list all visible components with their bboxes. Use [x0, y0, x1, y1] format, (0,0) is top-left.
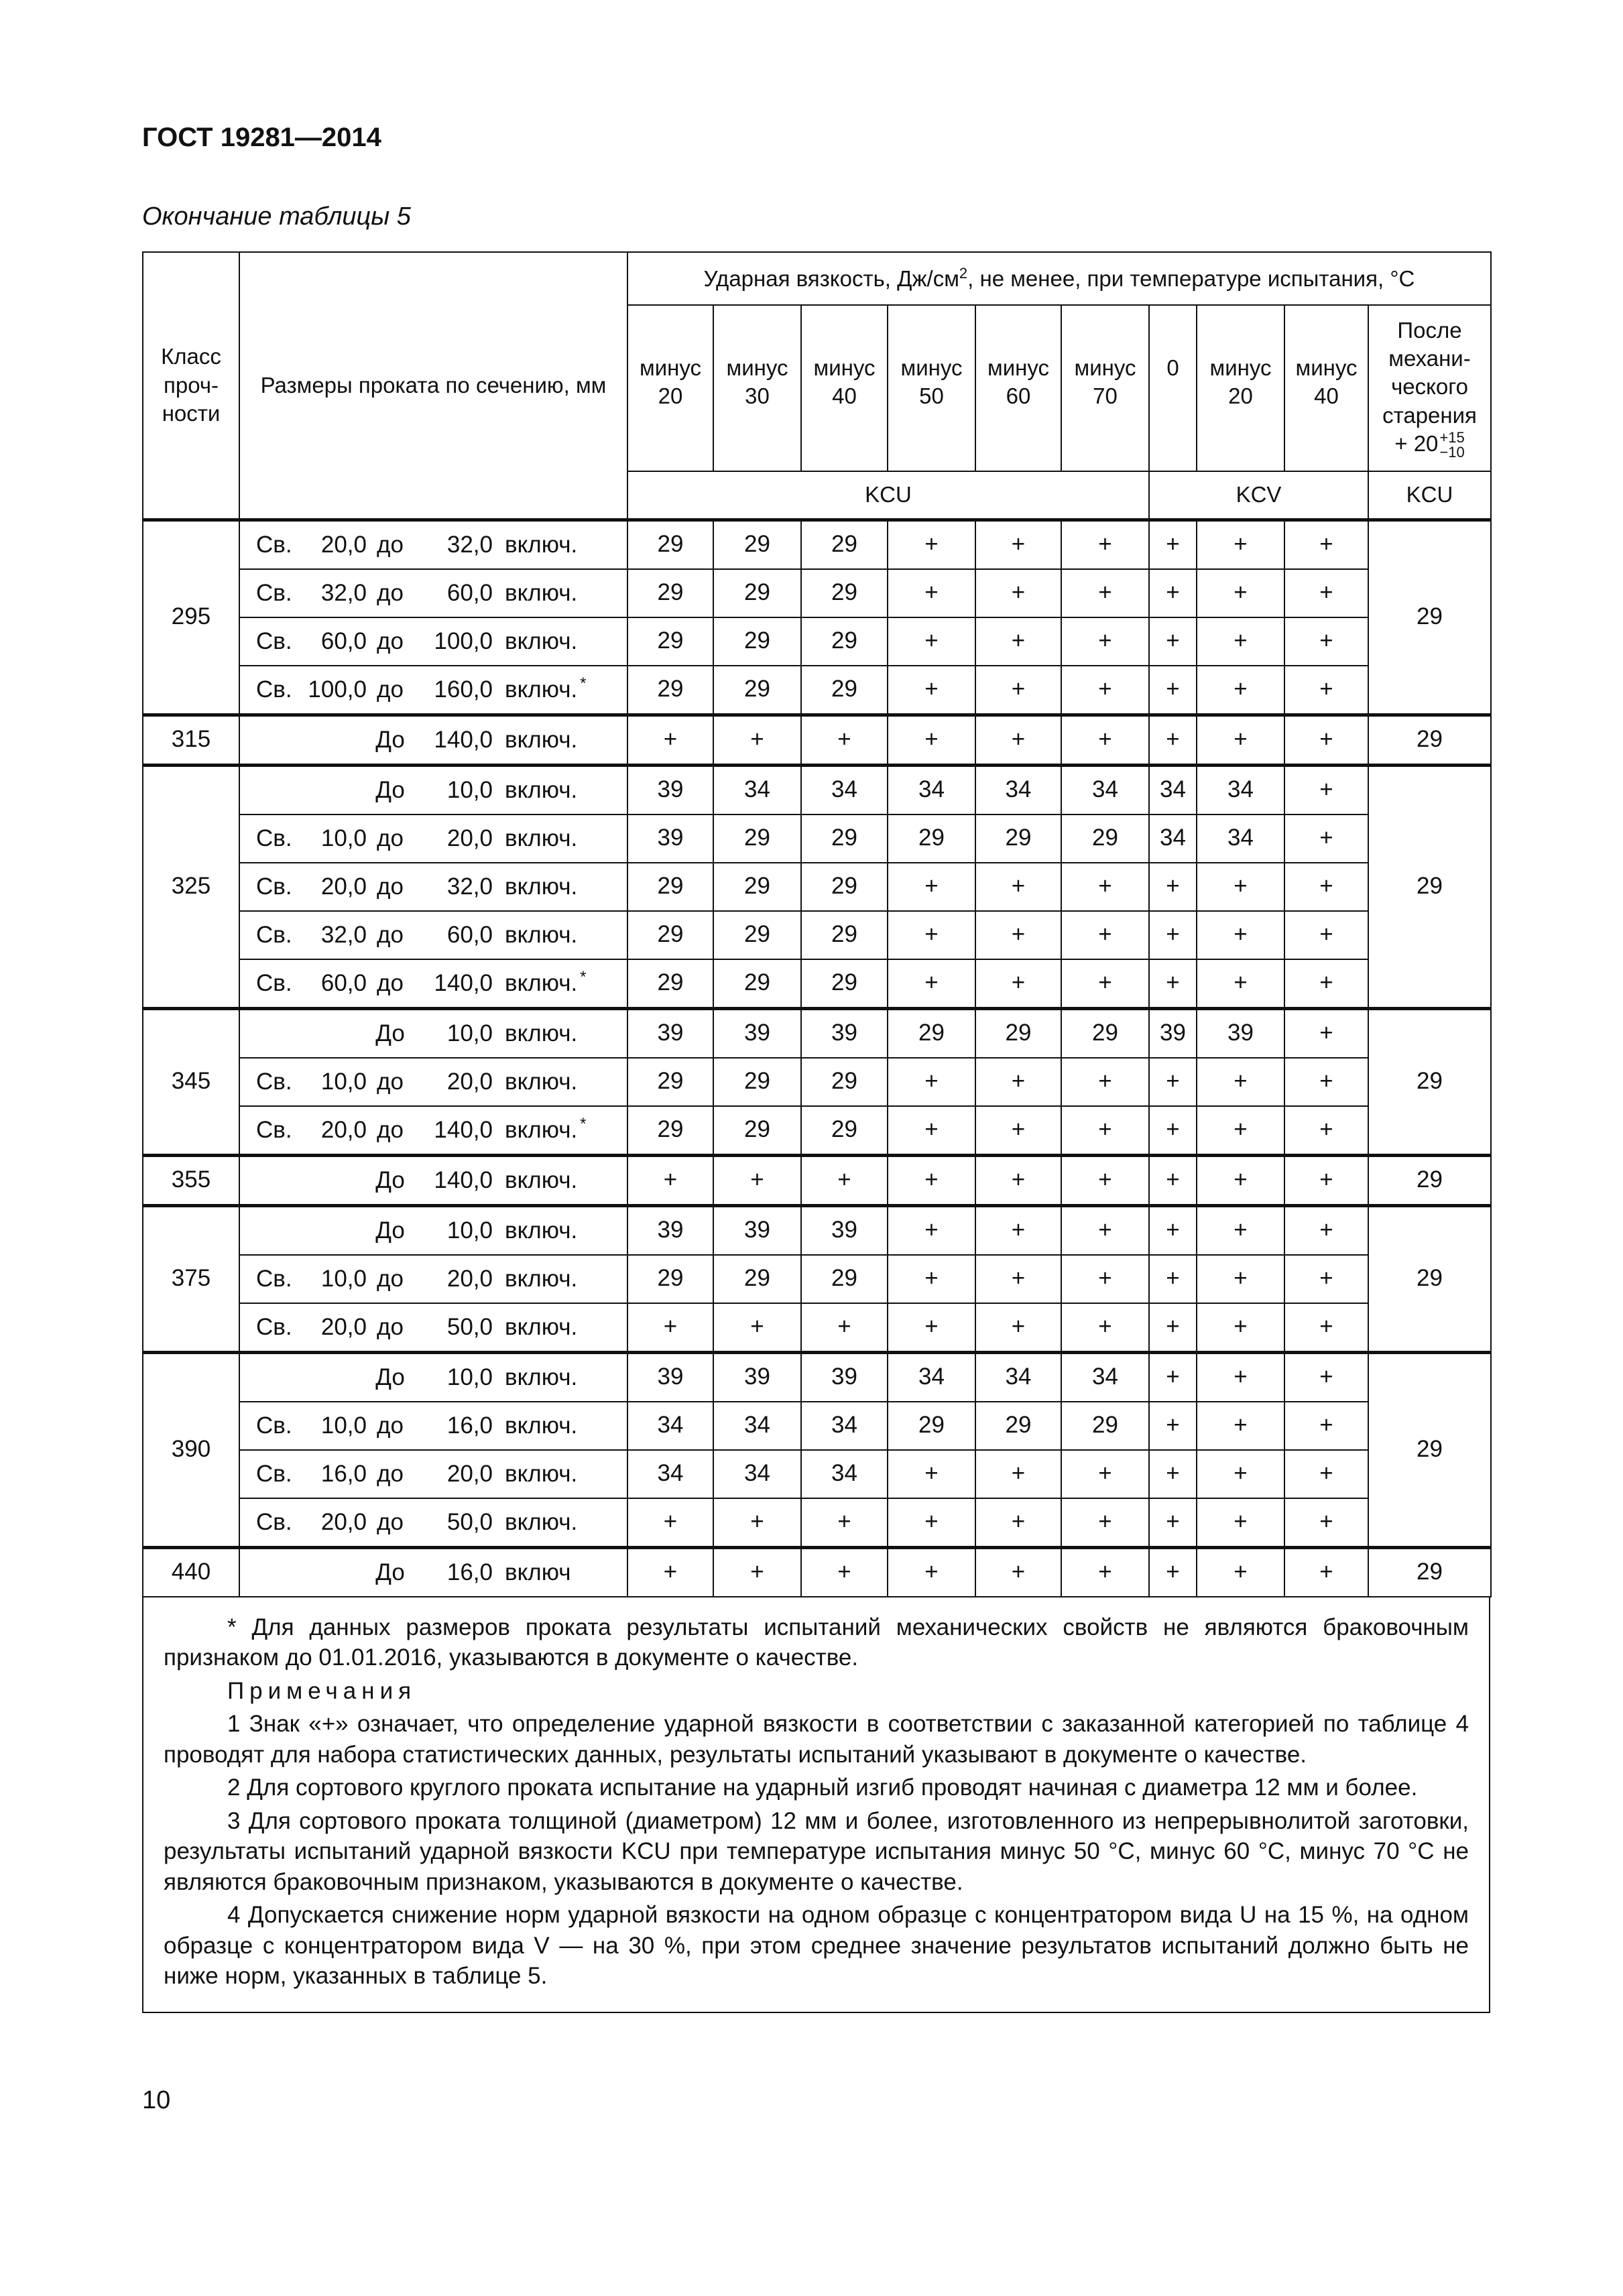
value-cell: + [888, 1303, 975, 1353]
value-cell: + [801, 1155, 888, 1205]
table-row [143, 911, 1491, 959]
value-cell: + [1149, 1155, 1197, 1205]
value-cell: + [1149, 1303, 1197, 1353]
value-cell: + [627, 1155, 713, 1205]
table-row [143, 1205, 1491, 1255]
value-cell: + [627, 1498, 713, 1548]
aging-value-cell: 29 [1368, 765, 1491, 1008]
value-cell: + [1197, 1155, 1284, 1205]
value-cell: 34 [713, 765, 801, 814]
value-cell: + [975, 911, 1061, 959]
value-cell: + [1197, 1303, 1284, 1353]
value-cell: + [1284, 863, 1368, 911]
impact-toughness-table [142, 251, 1492, 1597]
value-cell: 39 [713, 1008, 801, 1058]
table-row [143, 814, 1491, 863]
value-cell: 34 [1061, 1352, 1149, 1402]
value-cell: + [1061, 1303, 1149, 1353]
value-cell: 34 [713, 1450, 801, 1498]
header-impact: Ударная вязкость, $Дж/см^2$, не менее, при температуре испытания, °С [627, 252, 1491, 305]
aging-value-cell: 29 [1368, 1155, 1491, 1205]
strength-class-cell: 325 [143, 765, 239, 1008]
value-cell: + [1284, 814, 1368, 863]
value-cell: 39 [1197, 1008, 1284, 1058]
value-cell: + [975, 520, 1061, 569]
table-row [143, 959, 1491, 1009]
value-cell: + [975, 1205, 1061, 1255]
value-cell: + [801, 1547, 888, 1597]
value-cell: + [975, 863, 1061, 911]
value-cell: 34 [1061, 765, 1149, 814]
value-cell: + [1284, 959, 1368, 1009]
value-cell: + [1284, 1155, 1368, 1205]
size-range-cell: Св. 20,0 до 50,0 включ. [239, 1303, 627, 1353]
value-cell: + [713, 1155, 801, 1205]
value-cell: + [888, 1205, 975, 1255]
value-cell: + [975, 715, 1061, 765]
value-cell: + [1061, 1106, 1149, 1156]
value-cell: + [975, 1450, 1061, 1498]
strength-class-cell: 375 [143, 1205, 239, 1352]
value-cell: 29 [975, 1402, 1061, 1450]
value-cell: + [975, 666, 1061, 715]
value-cell: 29 [801, 959, 888, 1009]
size-range-cell: До 10,0 включ. [239, 1205, 627, 1255]
value-cell: + [1284, 1352, 1368, 1402]
value-cell: + [1149, 569, 1197, 617]
value-cell: + [1149, 1106, 1197, 1156]
value-cell: + [1197, 1547, 1284, 1597]
page-number: 10 [142, 2086, 171, 2114]
table-row [143, 1450, 1491, 1498]
value-cell: 29 [713, 617, 801, 666]
size-range-cell: До 10,0 включ. [239, 765, 627, 814]
value-cell: + [1284, 911, 1368, 959]
value-cell: 34 [627, 1402, 713, 1450]
value-cell: + [1197, 911, 1284, 959]
header-temperature: минус 50 [888, 305, 975, 471]
note-item: 4 Допускается снижение норм ударной вязкости на одном образце с концентратором вида U на 15 %, на одном образце с концентратором вида V — на 30 %, при этом среднее значение результатов испытаний должно быть не ниже норм, указанных в таблице 5. [164, 1902, 1469, 1989]
aging-value-cell: 29 [1368, 1547, 1491, 1597]
size-range-cell: До 16,0 включ [239, 1547, 627, 1597]
value-cell: 39 [713, 1352, 801, 1402]
size-range-cell: Св. 10,0 до 20,0 включ. [239, 814, 627, 863]
header-temperature: минус 60 [975, 305, 1061, 471]
size-range-cell: Св. 16,0 до 20,0 включ. [239, 1450, 627, 1498]
value-cell: + [1197, 1402, 1284, 1450]
value-cell: 29 [888, 814, 975, 863]
aging-value-cell: 29 [1368, 1352, 1491, 1547]
value-cell: 34 [975, 1352, 1061, 1402]
table-row [143, 520, 1491, 569]
value-cell: + [1149, 1352, 1197, 1402]
value-cell: + [1284, 715, 1368, 765]
value-cell: 39 [627, 1008, 713, 1058]
value-cell: + [1061, 959, 1149, 1009]
table-row [143, 765, 1491, 814]
value-cell: + [1197, 863, 1284, 911]
value-cell: 39 [627, 1352, 713, 1402]
value-cell: 34 [1149, 814, 1197, 863]
header-temperature: минус 20 [627, 305, 713, 471]
value-cell: + [975, 959, 1061, 1009]
size-range-cell: Св. 10,0 до 16,0 включ. [239, 1402, 627, 1450]
value-cell: 29 [801, 814, 888, 863]
value-cell: 29 [1061, 1008, 1149, 1058]
value-cell: + [1061, 1450, 1149, 1498]
value-cell: + [1149, 959, 1197, 1009]
value-cell: 29 [801, 911, 888, 959]
header-size: Размеры проката по сечению, мм [239, 252, 627, 520]
value-cell: + [1284, 1106, 1368, 1156]
header-aging: После механи-ческого старения + 20+15 −10 [1368, 305, 1491, 471]
strength-class-cell: 345 [143, 1008, 239, 1155]
value-cell: + [1149, 666, 1197, 715]
value-cell: 29 [627, 863, 713, 911]
value-cell: 29 [627, 911, 713, 959]
value-cell: 29 [627, 1058, 713, 1106]
value-cell: + [1061, 1547, 1149, 1597]
value-cell: + [888, 666, 975, 715]
table-container [142, 251, 1490, 2013]
value-cell: 39 [1149, 1008, 1197, 1058]
aging-temperature: + 20+15 −10 [1394, 429, 1465, 461]
strength-class-cell: 315 [143, 715, 239, 765]
value-cell: + [713, 1547, 801, 1597]
table-row [143, 617, 1491, 666]
value-cell: + [1061, 617, 1149, 666]
strength-class-cell: 355 [143, 1155, 239, 1205]
value-cell: 34 [1149, 765, 1197, 814]
header-kcv: KCV [1149, 471, 1368, 520]
value-cell: + [1197, 1498, 1284, 1548]
size-range-cell: До 10,0 включ. [239, 1352, 627, 1402]
header-class: Класс проч-ности [143, 252, 239, 520]
value-cell: + [713, 1303, 801, 1353]
value-cell: + [975, 1155, 1061, 1205]
strength-class-cell: 390 [143, 1352, 239, 1547]
value-cell: 29 [888, 1402, 975, 1450]
value-cell: + [1197, 1205, 1284, 1255]
table-row [143, 569, 1491, 617]
header-temperature: 0 [1149, 305, 1197, 471]
value-cell: 29 [713, 1106, 801, 1156]
value-cell: + [975, 1547, 1061, 1597]
table-row [143, 1008, 1491, 1058]
value-cell: + [1197, 715, 1284, 765]
value-cell: + [1061, 863, 1149, 911]
value-cell: + [1061, 520, 1149, 569]
value-cell: + [1284, 1498, 1368, 1548]
value-cell: 29 [975, 814, 1061, 863]
value-cell: + [888, 520, 975, 569]
value-cell: + [1197, 520, 1284, 569]
value-cell: + [1149, 1547, 1197, 1597]
value-cell: 29 [627, 569, 713, 617]
value-cell: 29 [1061, 1402, 1149, 1450]
value-cell: 39 [627, 1205, 713, 1255]
value-cell: 29 [713, 959, 801, 1009]
value-cell: + [1197, 617, 1284, 666]
value-cell: + [975, 1106, 1061, 1156]
value-cell: 29 [888, 1008, 975, 1058]
value-cell: + [713, 715, 801, 765]
value-cell: + [1149, 1255, 1197, 1303]
value-cell: + [888, 1498, 975, 1548]
table-notes [142, 1597, 1490, 2013]
value-cell: + [888, 569, 975, 617]
value-cell: + [888, 1155, 975, 1205]
size-range-cell: Св. 10,0 до 20,0 включ. [239, 1058, 627, 1106]
value-cell: + [1149, 863, 1197, 911]
footnote-marker: * [580, 1115, 587, 1134]
size-range-cell: Св. 20,0 до 32,0 включ. [239, 520, 627, 569]
size-range-cell: Св. 20,0 до 32,0 включ. [239, 863, 627, 911]
value-cell: 34 [801, 1402, 888, 1450]
value-cell: + [801, 715, 888, 765]
header-kcu: KCU [627, 471, 1149, 520]
header-temperature: минус 40 [1284, 305, 1368, 471]
value-cell: + [801, 1303, 888, 1353]
value-cell: 29 [801, 1255, 888, 1303]
size-range-cell: Св. 100,0 до 160,0 включ. * [239, 666, 627, 715]
value-cell: 34 [801, 1450, 888, 1498]
value-cell: 39 [801, 1352, 888, 1402]
aging-value-cell: 29 [1368, 1008, 1491, 1155]
value-cell: 39 [713, 1205, 801, 1255]
footnote-marker: * [580, 674, 587, 693]
value-cell: + [888, 617, 975, 666]
value-cell: 29 [1061, 814, 1149, 863]
value-cell: + [888, 1058, 975, 1106]
value-cell: + [888, 863, 975, 911]
value-cell: + [888, 1106, 975, 1156]
value-cell: 29 [713, 1058, 801, 1106]
footnote: * Для данных размеров проката результаты испытаний механических свойств не являются браковочным признаком до 01.01.2016, указываются в документе о качестве. [164, 1614, 1469, 1671]
table-row [143, 1402, 1491, 1450]
value-cell: 29 [801, 617, 888, 666]
value-cell: 29 [801, 666, 888, 715]
value-cell: + [1061, 1058, 1149, 1106]
size-range-cell: Св. 20,0 до 140,0 включ. * [239, 1106, 627, 1156]
value-cell: 29 [627, 617, 713, 666]
value-cell: + [975, 1058, 1061, 1106]
value-cell: + [888, 715, 975, 765]
value-cell: + [1284, 765, 1368, 814]
value-cell: + [1284, 666, 1368, 715]
value-cell: 34 [888, 765, 975, 814]
value-cell: 29 [713, 1255, 801, 1303]
value-cell: 29 [713, 814, 801, 863]
header-temperature: минус 30 [713, 305, 801, 471]
aging-value-cell: 29 [1368, 1205, 1491, 1352]
value-cell: + [1284, 1303, 1368, 1353]
value-cell: + [1149, 1498, 1197, 1548]
value-cell: 39 [627, 814, 713, 863]
value-cell: + [1149, 715, 1197, 765]
value-cell: + [627, 1547, 713, 1597]
value-cell: + [627, 715, 713, 765]
value-cell: + [1061, 715, 1149, 765]
table-row [143, 1498, 1491, 1548]
value-cell: 29 [713, 666, 801, 715]
value-cell: + [1061, 569, 1149, 617]
value-cell: + [975, 617, 1061, 666]
value-cell: 39 [627, 765, 713, 814]
value-cell: + [801, 1498, 888, 1548]
value-cell: + [1149, 520, 1197, 569]
value-cell: + [1061, 911, 1149, 959]
table-row [143, 1106, 1491, 1156]
value-cell: 34 [1197, 814, 1284, 863]
strength-class-cell: 440 [143, 1547, 239, 1597]
value-cell: + [1197, 1255, 1284, 1303]
header-temperature: минус 20 [1197, 305, 1284, 471]
value-cell: 29 [713, 520, 801, 569]
value-cell: 39 [801, 1205, 888, 1255]
value-cell: + [975, 1255, 1061, 1303]
value-cell: + [888, 1450, 975, 1498]
value-cell: + [975, 1498, 1061, 1548]
table-row [143, 1155, 1491, 1205]
value-cell: 29 [627, 959, 713, 1009]
value-cell: + [1284, 569, 1368, 617]
value-cell: 29 [713, 863, 801, 911]
value-cell: 39 [801, 1008, 888, 1058]
header-kcu-aging: KCU [1368, 471, 1491, 520]
notes-heading: Примечания [227, 1677, 417, 1704]
value-cell: + [1284, 617, 1368, 666]
note-item: 2 Для сортового круглого проката испытание на ударный изгиб проводят начиная с диаметра 12 мм и более. [227, 1774, 1418, 1801]
value-cell: 29 [801, 520, 888, 569]
value-cell: + [888, 911, 975, 959]
value-cell: 34 [713, 1402, 801, 1450]
value-cell: 34 [888, 1352, 975, 1402]
value-cell: + [1197, 1058, 1284, 1106]
header-temperature: минус 40 [801, 305, 888, 471]
value-cell: + [1149, 1058, 1197, 1106]
size-range-cell: Св. 32,0 до 60,0 включ. [239, 569, 627, 617]
value-cell: + [1149, 617, 1197, 666]
value-cell: + [1284, 1547, 1368, 1597]
value-cell: + [1284, 1255, 1368, 1303]
value-cell: + [975, 569, 1061, 617]
value-cell: 29 [627, 520, 713, 569]
table-row [143, 1303, 1491, 1353]
value-cell: 29 [713, 569, 801, 617]
value-cell: + [1149, 911, 1197, 959]
table-row [143, 666, 1491, 715]
value-cell: 29 [627, 1106, 713, 1156]
size-range-cell: Св. 32,0 до 60,0 включ. [239, 911, 627, 959]
value-cell: + [1061, 666, 1149, 715]
value-cell: + [1197, 1352, 1284, 1402]
value-cell: 29 [801, 1058, 888, 1106]
table-row [143, 1352, 1491, 1402]
value-cell: + [713, 1498, 801, 1548]
value-cell: 34 [1197, 765, 1284, 814]
value-cell: 29 [627, 666, 713, 715]
value-cell: + [1284, 1058, 1368, 1106]
footnote-marker: * [580, 968, 587, 987]
value-cell: + [1061, 1205, 1149, 1255]
value-cell: + [1197, 1106, 1284, 1156]
value-cell: 29 [801, 1106, 888, 1156]
value-cell: + [1197, 959, 1284, 1009]
value-cell: + [975, 1303, 1061, 1353]
value-cell: + [1149, 1450, 1197, 1498]
value-cell: + [1197, 666, 1284, 715]
value-cell: 34 [975, 765, 1061, 814]
value-cell: 34 [801, 765, 888, 814]
value-cell: + [1284, 1205, 1368, 1255]
table-row [143, 1547, 1491, 1597]
note-item: 3 Для сортового проката толщиной (диаметром) 12 мм и более, изготовленного из непрерывнолитой заготовки, результаты испытаний ударной вязкости KCU при температуре испытания минус 50 °С, минус 60 °С, минус 70 °С не являются браковочным признаком, указываются в документе о качестве. [164, 1807, 1469, 1895]
value-cell: 29 [801, 569, 888, 617]
value-cell: + [627, 1303, 713, 1353]
table-row [143, 1058, 1491, 1106]
value-cell: + [1284, 1402, 1368, 1450]
value-cell: + [1061, 1498, 1149, 1548]
strength-class-cell: 295 [143, 520, 239, 715]
value-cell: 34 [627, 1450, 713, 1498]
value-cell: 29 [975, 1008, 1061, 1058]
value-cell: + [1061, 1255, 1149, 1303]
size-range-cell: Св. 60,0 до 100,0 включ. [239, 617, 627, 666]
value-cell: + [1061, 1155, 1149, 1205]
size-range-cell: До 140,0 включ. [239, 715, 627, 765]
size-range-cell: До 140,0 включ. [239, 1155, 627, 1205]
value-cell: + [1197, 569, 1284, 617]
header-temperature: минус 70 [1061, 305, 1149, 471]
table-row [143, 863, 1491, 911]
table-row [143, 1255, 1491, 1303]
size-range-cell: Св. 20,0 до 50,0 включ. [239, 1498, 627, 1548]
value-cell: + [888, 1547, 975, 1597]
table-row [143, 715, 1491, 765]
value-cell: + [1284, 1450, 1368, 1498]
value-cell: 29 [627, 1255, 713, 1303]
value-cell: 29 [713, 911, 801, 959]
size-range-cell: До 10,0 включ. [239, 1008, 627, 1058]
value-cell: + [888, 959, 975, 1009]
table-caption: Окончание таблицы 5 [142, 202, 411, 231]
size-range-cell: Св. 60,0 до 140,0 включ. * [239, 959, 627, 1009]
value-cell: + [1149, 1205, 1197, 1255]
value-cell: + [1197, 1450, 1284, 1498]
note-item: 1 Знак «+» означает, что определение ударной вязкости в соответствии с заказанной категорией по таблице 4 проводят для набора статистических данных, результаты испытаний указывают в документе о качестве. [164, 1711, 1469, 1768]
value-cell: + [888, 1255, 975, 1303]
value-cell: 29 [801, 863, 888, 911]
aging-value-cell: 29 [1368, 520, 1491, 715]
document-header: ГОСТ 19281—2014 [142, 123, 381, 152]
value-cell: + [1284, 1008, 1368, 1058]
aging-value-cell: 29 [1368, 715, 1491, 765]
size-range-cell: Св. 10,0 до 20,0 включ. [239, 1255, 627, 1303]
value-cell: + [1149, 1402, 1197, 1450]
value-cell: + [1284, 520, 1368, 569]
